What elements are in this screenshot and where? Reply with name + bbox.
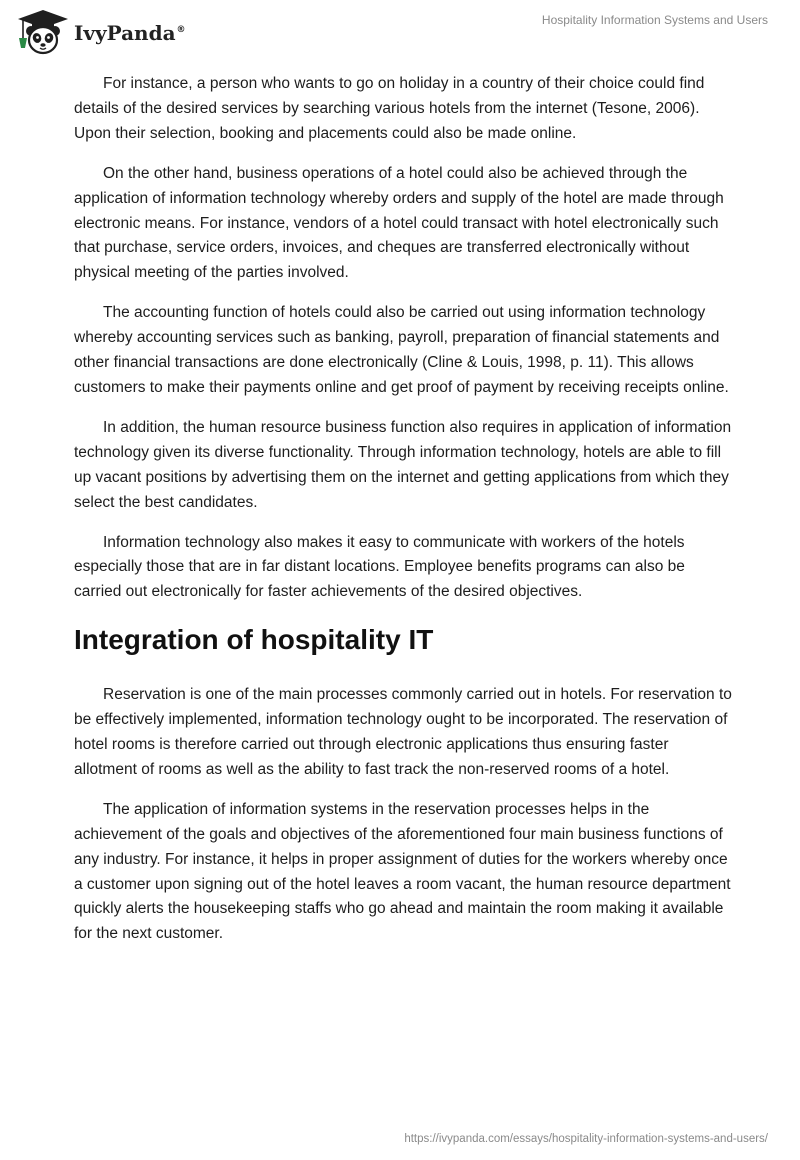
paragraph: For instance, a person who wants to go on holiday in a country of their choice could find details of the desired services by searching various hotels from the internet (Tesone, 2006). Upon their selection, booking and placements could also be made online. (74, 75, 705, 142)
paragraph: Reservation is one of the main processes commonly carried out in hotels. For reservation to be effectively implemented, information technology ought to be incorporated. The reservation of hotel rooms is therefore carried out through electronic applications thus ensuring faster allotment of rooms as well as the ability to fast track the non-reserved rooms of a hotel. (74, 686, 732, 778)
paragraph: The accounting function of hotels could also be carried out using information technology whereby accounting services such as banking, payroll, preparation of financial statements and other financial transactions are done electronically (Cline & Louis, 1998, p. 11). This allows customers to make their payments online and get proof of payment by receiving receipts online. (74, 304, 729, 396)
ivypanda-logo[interactable] (14, 8, 186, 56)
paragraph: In addition, the human resource business function also requires in application of information technology given its diverse functionality. Through information technology, hotels are able to fill up vacant positions by advertising them on the internet and getting applications from which they select the best candidates. (74, 418, 732, 511)
document-title: Hospitality Information Systems and Users (541, 13, 768, 27)
panda-graduation-cap-icon (14, 8, 72, 56)
paragraph: Information technology also makes it easy to communicate with workers of the hotels especially those that are in far distant locations. Employee benefits programs can also be carried out electronically for faster achievements of the desired objectives. (74, 533, 685, 601)
brand-name: IvyPanda® (74, 21, 186, 45)
paragraph: The application of information systems in the reservation processes helps in the achievement of the goals and objectives of the aforementioned four main business functions of any industry. For instance, it helps in proper assignment of duties for the workers whereby once a customer upon signing out of the hotel leaves a room vacant, the human resource department quickly alerts the housekeeping staffs who go ahead and maintain the room making it available for the next customer. (74, 800, 731, 943)
source-url[interactable]: https://ivypanda.com/essays/hospitality-information-systems-and-users/ (404, 1133, 768, 1145)
paragraph: On the other hand, business operations of a hotel could also be achieved through the application of information technology whereby orders and supply of the hotel are made through electronic means. For instance, vendors of a hotel could transact with hotel electronically such that purchase, service orders, invoices, and cheques are transferred electronically without physical meeting of the parties involved. (74, 164, 724, 282)
page-header (0, 0, 800, 60)
essay-content (74, 72, 734, 962)
section-heading: Integration of hospitality IT (74, 624, 434, 656)
registered-mark: ® (176, 25, 186, 36)
